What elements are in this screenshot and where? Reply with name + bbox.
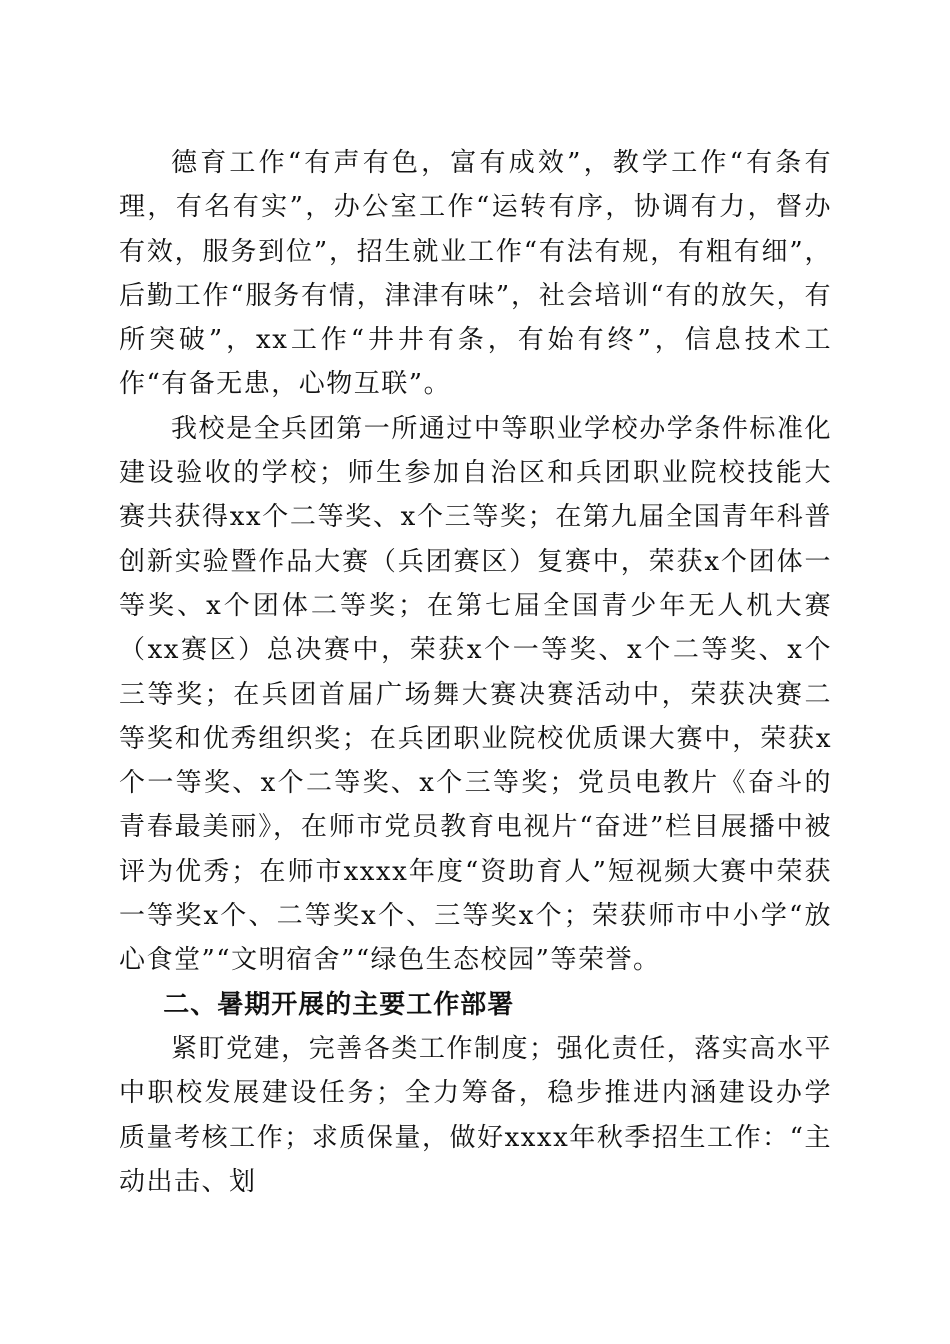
paragraph-summer-work: 紧盯党建，完善各类工作制度；强化责任，落实高水平中职校发展建设任务；全力筹备，稳步推进内涵建设办学质量考核工作；求质保量，做好xxxx年秋季招生工作：“主动出击、划 — [119, 1033, 832, 1197]
paragraph-school-awards: 我校是全兵团第一所通过中等职业学校办学条件标准化建设验收的学校；师生参加自治区和兵团职业院校技能大赛共获得xx个二等奖、x个三等奖；在第九届全国青年科普创新实验暨作品大赛（兵团赛区）复赛中，荣获x个团体一等奖、x个团体二等奖；在第七届全国青少年无人机大赛（xx赛区）总决赛中，荣获x个一等奖、x个二等奖、x个三等奖；在兵团首届广场舞大赛决赛活动中，荣获决赛二等奖和优秀组织奖；在兵团职业院校优质课大赛中，荣获x个一等奖、x个二等奖、x个三等奖；党员电教片《奋斗的青春最美丽》，在师市党员教育电视片“奋进”栏目展播中被评为优秀；在师市xxxx年度“资助育人”短视频大赛中荣获一等奖x个、二等奖x个、三等奖x个；荣获师市中小学“放心食堂”“文明宿舍”“绿色生态校园”等荣誉。 — [119, 413, 832, 976]
section-heading: 二、暑期开展的主要工作部署 — [163, 989, 515, 1020]
document-body — [119, 141, 832, 1204]
paragraph-department-achievements: 德育工作“有声有色，富有成效”，教学工作“有条有理，有名有实”，办公室工作“运转有序，协调有力，督办有效，服务到位”，招生就业工作“有法有规，有粗有细”，后勤工作“服务有情，津津有味”，社会培训“有的放矢，有所突破”，xx工作“井井有条，有始有终”，信息技术工作“有备无患，心物互联”。 — [119, 148, 832, 400]
